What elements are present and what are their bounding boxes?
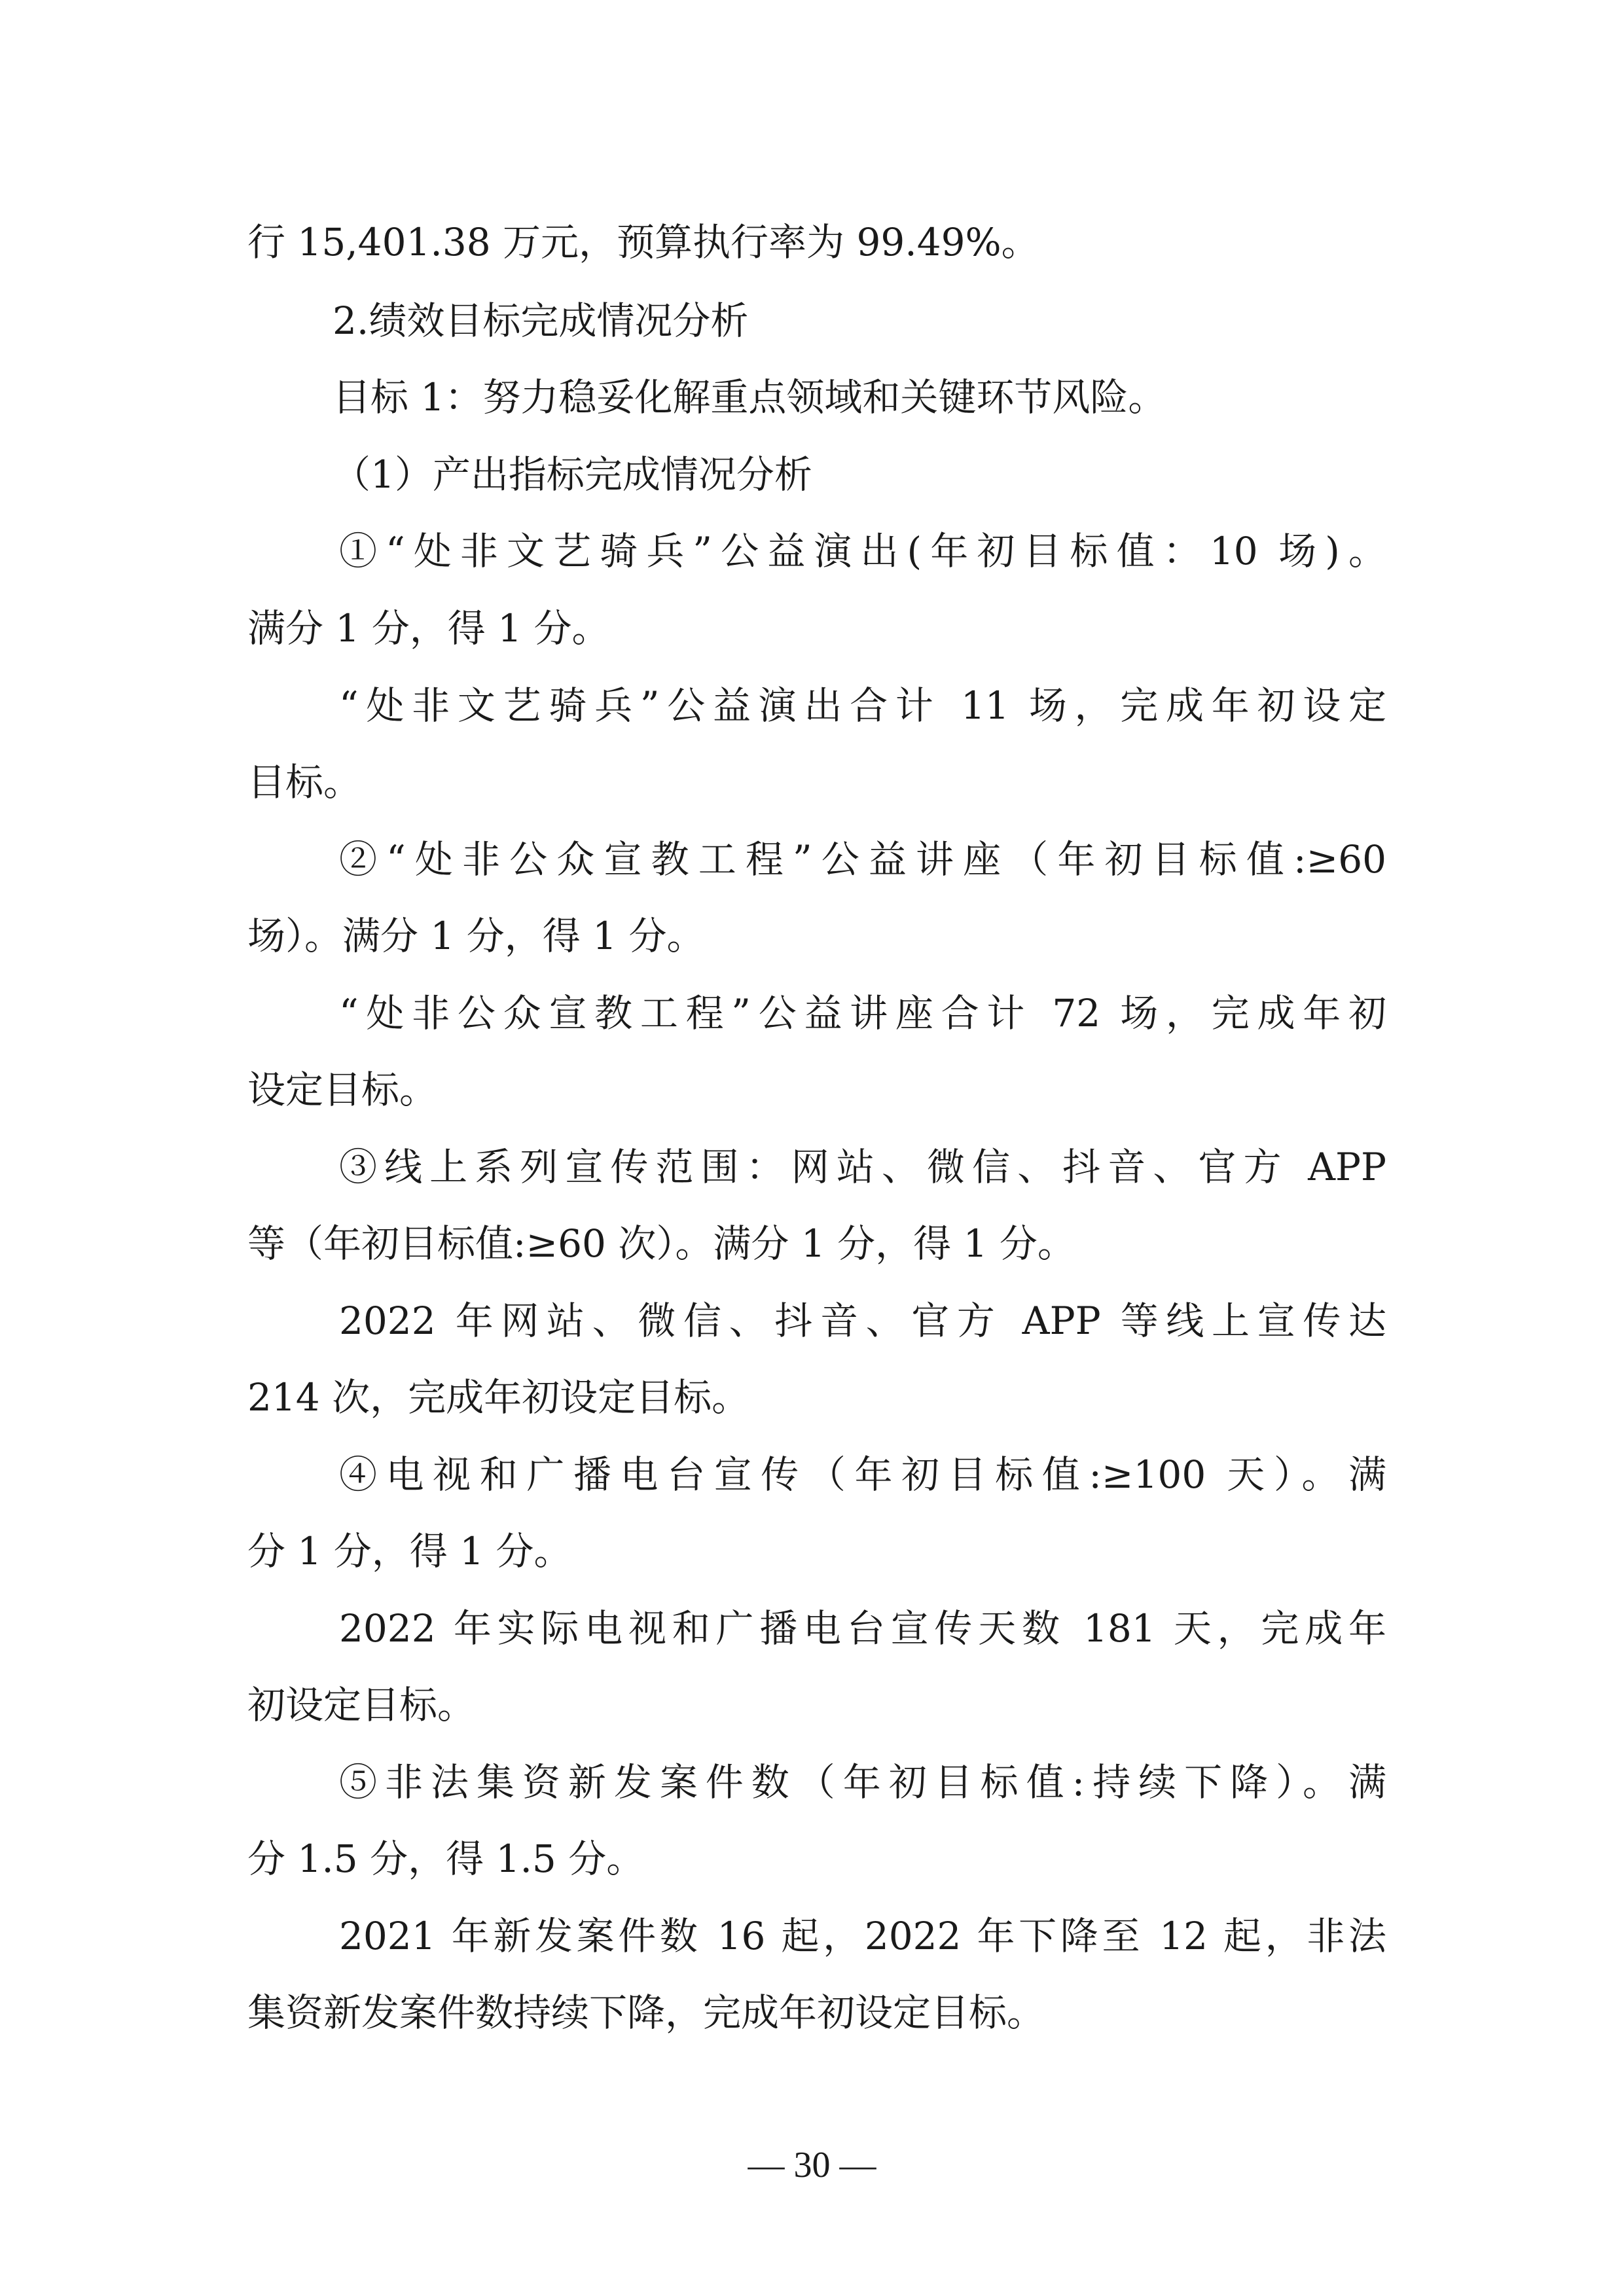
text-line: 2021 年新发案件数 16 起，2022 年下降至 12 起，非法 [339, 1914, 1386, 1958]
page-number: — 30 — [748, 2145, 876, 2185]
text-line: “处非文艺骑兵”公益演出合计 11 场，完成年初设定 [339, 683, 1386, 728]
text-line: 分 1 分，得 1 分。 [247, 1529, 572, 1573]
subsection-heading: （1）产出指标完成情况分析 [333, 452, 812, 497]
text-line: 2022 年网站、微信、抖音、官方 APP 等线上宣传达 [339, 1299, 1386, 1343]
text-line: 等（年初目标值:≥60 次）。满分 1 分，得 1 分。 [247, 1221, 1075, 1266]
text-line: ②“处非公众宣教工程”公益讲座（年初目标值:≥60 [339, 837, 1386, 882]
text-line: 场）。满分 1 分，得 1 分。 [247, 914, 705, 958]
text-line: “处非公众宣教工程”公益讲座合计 72 场，完成年初 [339, 991, 1386, 1035]
text-line: 满分 1 分，得 1 分。 [247, 606, 610, 651]
text-line: 2022 年实际电视和广播电台宣传天数 181 天，完成年 [339, 1606, 1386, 1651]
text-line: 设定目标。 [247, 1067, 438, 1112]
text-line: 目标。 [247, 760, 362, 804]
section-heading: 2.绩效目标完成情况分析 [333, 298, 749, 343]
text-line: 初设定目标。 [247, 1683, 476, 1727]
text-line: ③线上系列宣传范围：网站、微信、抖音、官方 APP [339, 1145, 1386, 1189]
text-line: ⑤非法集资新发案件数（年初目标值:持续下降）。满 [339, 1760, 1386, 1804]
text-line: 集资新发案件数持续下降，完成年初设定目标。 [247, 1990, 1045, 2035]
text-line: 行 15,401.38 万元，预算执行率为 99.49%。 [247, 220, 1039, 264]
goal-heading: 目标 1：努力稳妥化解重点领域和关键环节风险。 [333, 375, 1166, 420]
text-line: 214 次，完成年初设定目标。 [247, 1375, 750, 1420]
text-line: 分 1.5 分，得 1.5 分。 [247, 1837, 645, 1881]
text-line: ④电视和广播电台宣传（年初目标值:≥100 天）。满 [339, 1452, 1386, 1497]
text-line: ①“处非文艺骑兵”公益演出(年初目标值：10 场)。 [339, 529, 1386, 573]
